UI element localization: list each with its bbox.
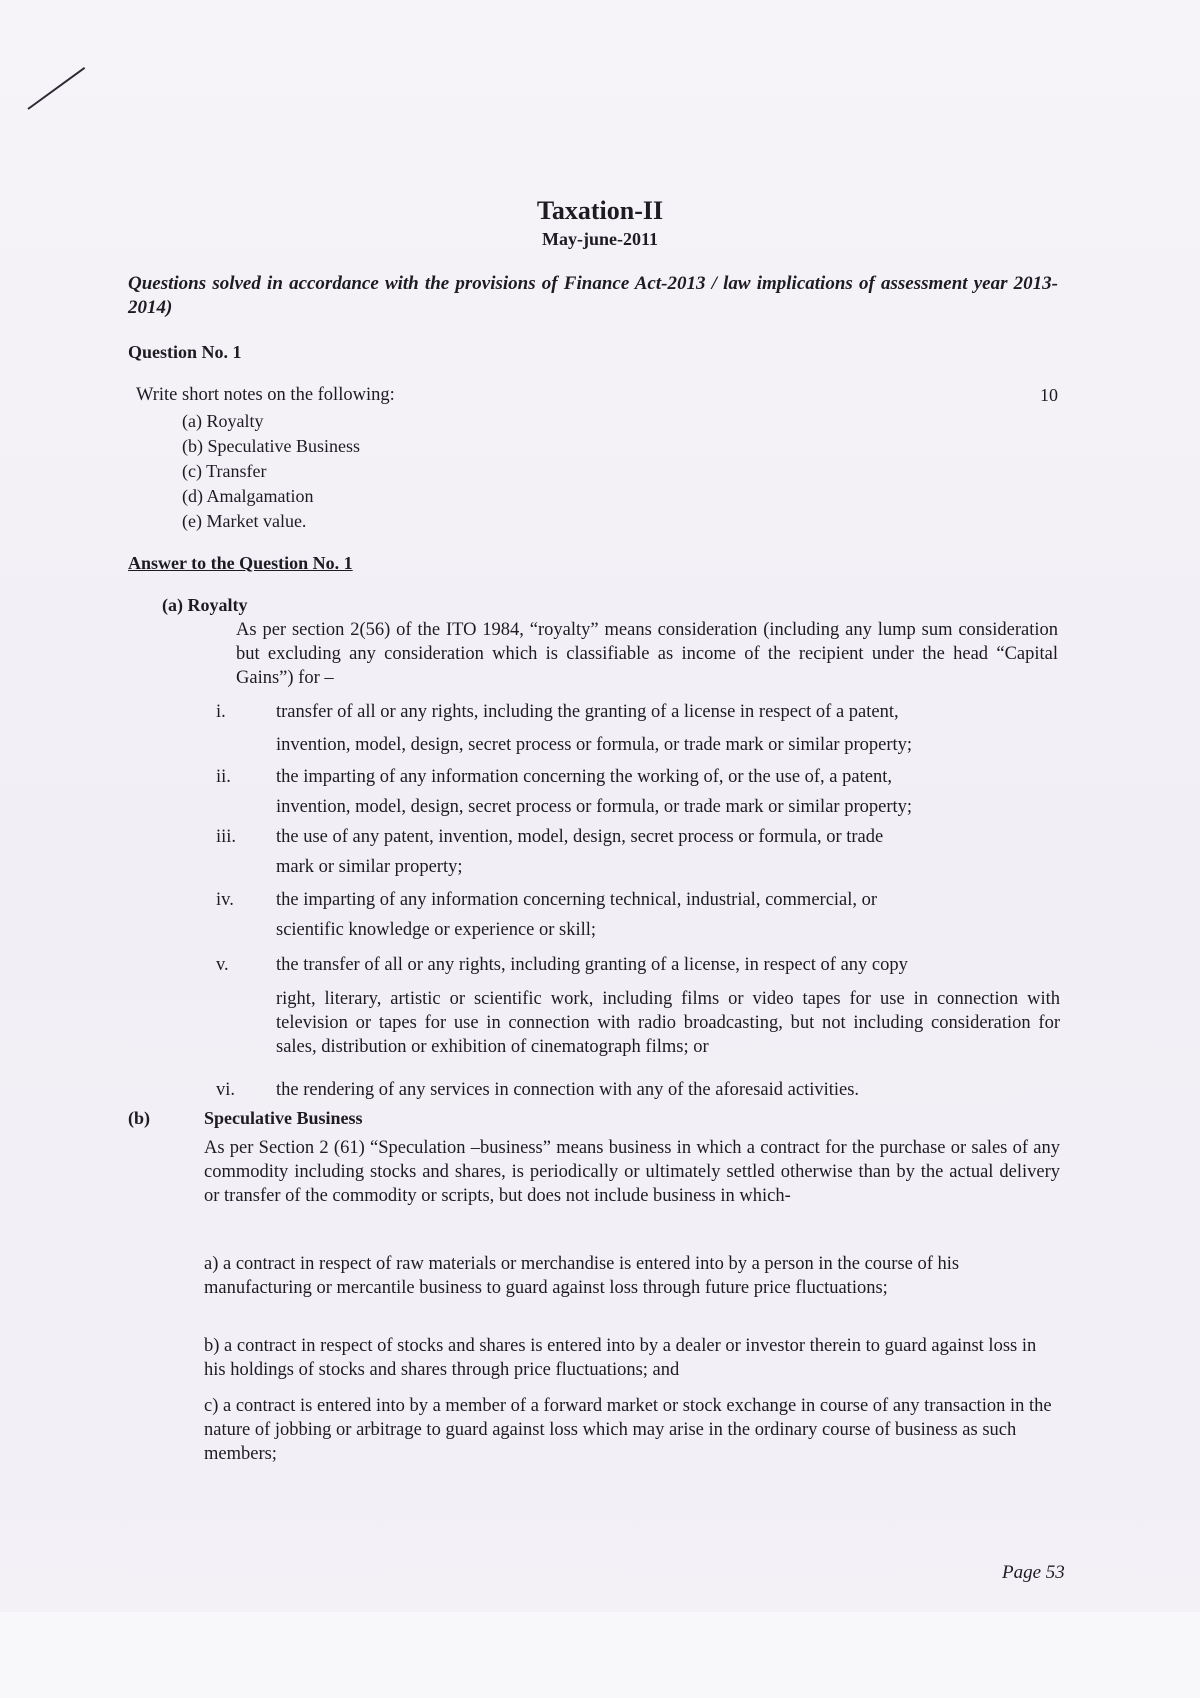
list-item: (a) Royalty [182,411,264,431]
speculative-heading: Speculative Business [204,1108,363,1128]
item-number: iv. [216,890,234,910]
item-line: invention, model, design, secret process or formula, or trade mark or similar property; [276,797,913,817]
royalty-item-text [276,953,1060,1059]
question-marks: 10 [1040,385,1058,405]
item-line: the imparting of any information concerning the working of, or the use of, a patent, [276,767,892,787]
answer-heading: Answer to the Question No. 1 [128,553,353,573]
royalty-item-text [276,825,1060,879]
royalty-item-text [276,888,1060,942]
royalty-heading: (a) Royalty [162,595,248,615]
royalty-item-text [276,765,1060,819]
item-line: right, literary, artistic or scientific work, including films or video tapes for use in connection with television or tapes for use in connection with radio broadcasting, but not including consideration for sales, distribution or exhibition of cinematograph films; or [276,989,1060,1057]
page-number: Page 53 [1002,1562,1065,1583]
item-line: transfer of all or any rights, including the granting of a license in respect of a patent, [276,702,899,722]
speculative-definition: As per Section 2 (61) “Speculation –business” means business in which a contract for the purchase or sales of any commodity including stocks and shares, is periodically or ultimately settled otherwise than by the actual delivery or transfer of the commodity or scripts, but does not include business in which- [204,1138,1060,1206]
item-number: ii. [216,767,231,787]
item-line: mark or similar property; [276,857,463,877]
list-item: (c) Transfer [182,461,267,481]
item-number: iii. [216,827,237,847]
question-heading: Question No. 1 [128,342,242,362]
item-number: v. [216,955,229,975]
speculative-number: (b) [128,1108,150,1128]
question-text: Write short notes on the following: [136,385,395,405]
item-line: the rendering of any services in connection with any of the aforesaid activities. [276,1080,860,1100]
scan-bottom-edge [0,1612,1200,1698]
item-line: the transfer of all or any rights, including granting of a license, in respect of any copy [276,955,908,975]
item-number: i. [216,702,226,722]
item-line: scientific knowledge or experience or skill; [276,920,597,940]
intro-note: Questions solved in accordance with the provisions of Finance Act-2013 / law implications of assessment year 2013-2014) [128,273,1058,318]
item-line: the use of any patent, invention, model, design, secret process or formula, or trade [276,827,884,847]
item-number: vi. [216,1080,236,1100]
list-item: (b) Speculative Business [182,436,360,456]
speculative-clause: b) a contract in respect of stocks and shares is entered into by a dealer or investor therein to guard against loss in his holdings of stocks and shares through price fluctuations; and [204,1336,1037,1380]
pen-mark [27,67,85,110]
notes-list [182,409,360,534]
list-item: (d) Amalgamation [182,486,314,506]
item-line: invention, model, design, secret process or formula, or trade mark or similar property; [276,735,913,755]
item-line: the imparting of any information concerning technical, industrial, commercial, or [276,890,878,910]
list-item: (e) Market value. [182,511,307,531]
document-title: Taxation-II [536,196,664,225]
royalty-item-text [276,700,1060,757]
document-subtitle: May-june-2011 [542,229,658,249]
speculative-clause: c) a contract is entered into by a member of a forward market or stock exchange in course of any transaction in the nature of jobbing or arbitrage to guard against loss which may arise in the ordinary course of business as such members; [204,1396,1052,1464]
document-header [0,196,1200,252]
royalty-definition: As per section 2(56) of the ITO 1984, “royalty” means consideration (including any lump sum consideration but excluding any consideration which is classifiable as income of the recipient under the head “Capital Gains”) for – [236,620,1058,688]
royalty-item-text [276,1078,1060,1102]
speculative-clause: a) a contract in respect of raw materials or merchandise is entered into by a person in the course of his manufacturing or mercantile business to guard against loss through future price fluctuations; [204,1254,960,1298]
